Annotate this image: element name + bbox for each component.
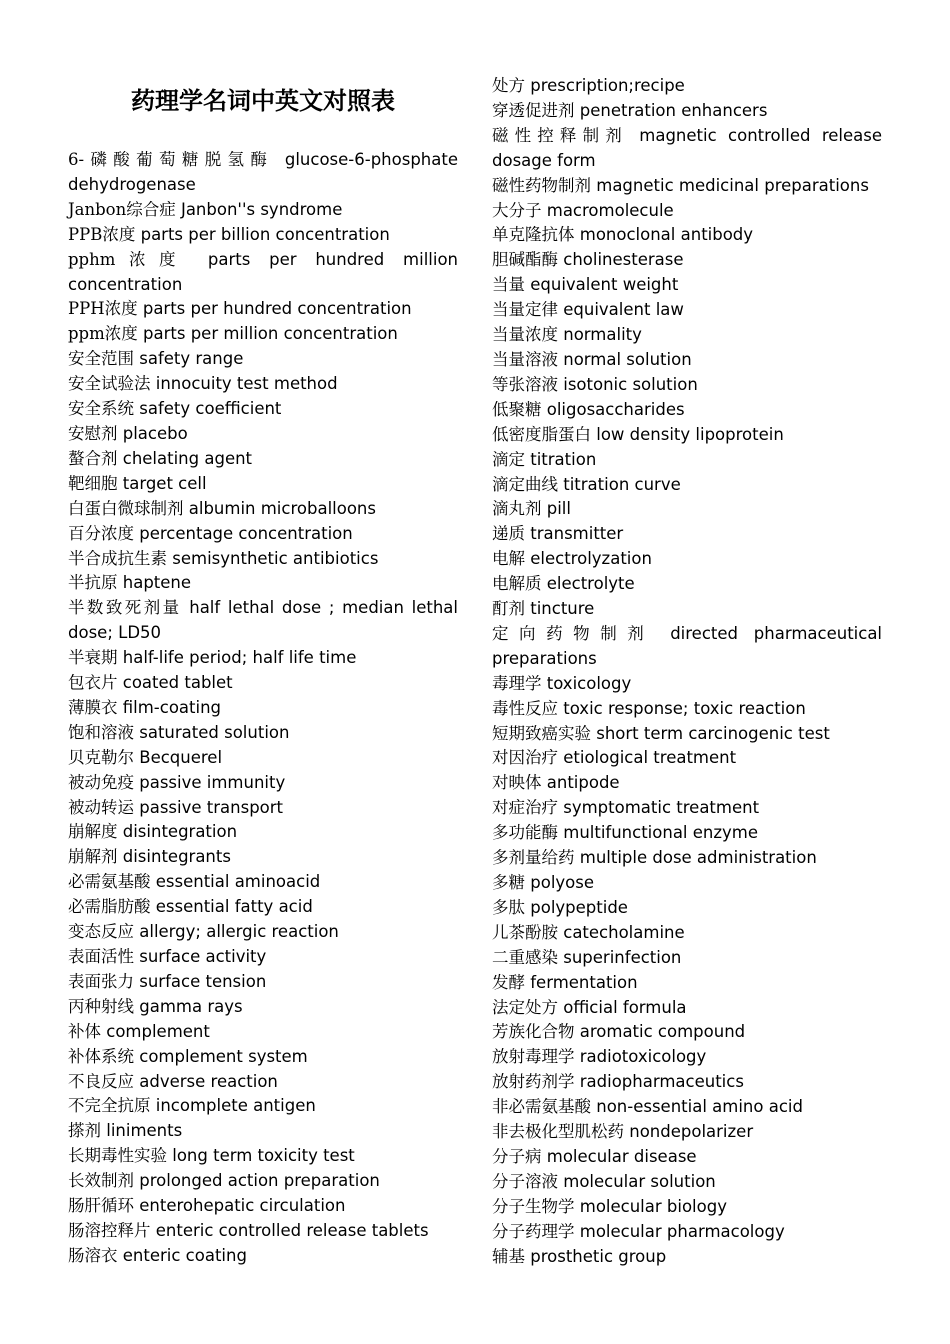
glossary-entry: [68, 1094, 458, 1119]
glossary-entry: [68, 671, 458, 696]
glossary-entry: [492, 398, 882, 423]
glossary-entry: [492, 1045, 882, 1070]
glossary-entry: [492, 273, 882, 298]
chinese-term: 表面张力: [68, 971, 134, 991]
english-term: antipode: [546, 773, 620, 793]
chinese-term: 法定处方: [492, 997, 558, 1017]
english-term: surface tension: [139, 971, 267, 991]
english-term: enterohepatic circulation: [139, 1196, 346, 1216]
glossary-entry: [68, 1194, 458, 1219]
glossary-entry: [492, 1120, 882, 1145]
chinese-term: 长效制剂: [68, 1171, 134, 1191]
english-term: monoclonal antibody: [579, 225, 754, 245]
glossary-entry: [492, 1245, 882, 1270]
english-term: titration: [530, 449, 597, 469]
chinese-term: 定向药物制剂: [492, 623, 655, 643]
glossary-entry: [492, 248, 882, 273]
english-term: nondepolarizer: [629, 1122, 754, 1142]
glossary-entry: [492, 1220, 882, 1245]
glossary-entry: [492, 497, 882, 522]
glossary-entry: [68, 746, 458, 771]
chinese-term: 安全范围: [68, 349, 134, 369]
glossary-entry: [492, 946, 882, 971]
glossary-entry: [492, 423, 882, 448]
chinese-term: 非去极化型肌松药: [492, 1122, 624, 1142]
glossary-entry: [68, 447, 458, 472]
glossary-entry: [492, 1170, 882, 1195]
glossary-entry: [492, 921, 882, 946]
glossary-entry: [492, 1145, 882, 1170]
glossary-entry: [68, 771, 458, 796]
english-term: cholinesterase: [563, 250, 684, 270]
glossary-entry: [492, 547, 882, 572]
chinese-term: 分子溶液: [492, 1171, 558, 1191]
chinese-term: 递质: [492, 524, 525, 544]
english-term: toxicology: [546, 673, 632, 693]
english-term: low density lipoprotein: [596, 424, 784, 444]
english-term: parts per billion concentration: [140, 224, 390, 244]
chinese-term: 崩解剂: [68, 847, 118, 867]
chinese-term: 辅基: [492, 1246, 525, 1266]
glossary-entry: [68, 721, 458, 746]
glossary-entry: [492, 672, 882, 697]
english-term: molecular pharmacology: [579, 1221, 785, 1241]
english-term: official formula: [563, 997, 687, 1017]
chinese-term: 多功能酶: [492, 823, 558, 843]
english-term: placebo: [122, 423, 188, 443]
chinese-term: 等张溶液: [492, 374, 558, 394]
english-term: film-coating: [122, 697, 222, 717]
english-term: aromatic compound: [579, 1022, 746, 1042]
chinese-term: 电解: [492, 549, 525, 569]
chinese-term: 长期毒性实验: [68, 1146, 167, 1166]
english-term: albumin microballoons: [188, 498, 376, 518]
chinese-term: 搽剂: [68, 1121, 101, 1141]
english-term: passive immunity: [139, 772, 286, 792]
chinese-term: 对因治疗: [492, 748, 558, 768]
chinese-term: 当量定律: [492, 300, 558, 320]
glossary-entry: [68, 1144, 458, 1169]
english-term: adverse reaction: [139, 1071, 278, 1091]
chinese-term: 磁性药物制剂: [492, 175, 591, 195]
english-term: molecular solution: [563, 1171, 716, 1191]
glossary-entry: [492, 971, 882, 996]
glossary-entry: [492, 697, 882, 722]
english-term: saturated solution: [139, 722, 290, 742]
english-term: electrolyzation: [530, 549, 652, 569]
chinese-term: 饱和溶液: [68, 722, 134, 742]
glossary-entry: [68, 995, 458, 1020]
glossary-entry: [492, 99, 882, 124]
glossary-entry: [68, 1169, 458, 1194]
english-term: short term carcinogenic test: [596, 723, 830, 743]
chinese-term: 单克隆抗体: [492, 225, 575, 245]
glossary-entry: [492, 871, 882, 896]
english-term: liniments: [106, 1121, 183, 1141]
chinese-term: 滴定曲线: [492, 474, 558, 494]
chinese-term: 大分子: [492, 200, 542, 220]
chinese-term: 分子生物学: [492, 1196, 575, 1216]
glossary-entry: [68, 571, 458, 596]
english-term: molecular biology: [579, 1196, 727, 1216]
english-term: oligosaccharides: [546, 399, 685, 419]
chinese-term: 6-磷酸葡萄糖脱氢酶: [68, 150, 274, 169]
english-term: half lethal dose ; median lethal dose; LD50: [68, 598, 458, 643]
chinese-term: 丙种射线: [68, 996, 134, 1016]
chinese-term: Janbon综合症: [68, 199, 176, 219]
chinese-term: 当量溶液: [492, 349, 558, 369]
glossary-entry: [492, 746, 882, 771]
glossary-entry: [492, 448, 882, 473]
english-term: magnetic controlled release dosage form: [492, 125, 883, 170]
english-term: complement system: [139, 1046, 308, 1066]
chinese-term: 芳族化合物: [492, 1022, 575, 1042]
chinese-term: 滴定: [492, 449, 525, 469]
glossary-entry: [68, 696, 458, 721]
glossary-entry: [68, 1045, 458, 1070]
document-title: 药理学名词中英文对照表: [131, 86, 395, 115]
english-term: parts per hundred million concentration: [68, 249, 458, 294]
glossary-entry: [68, 820, 458, 845]
chinese-term: 半抗原: [68, 573, 118, 593]
english-term: molecular disease: [546, 1146, 697, 1166]
glossary-entry: [492, 1020, 882, 1045]
chinese-term: 分子药理学: [492, 1221, 575, 1241]
glossary-entry: [492, 796, 882, 821]
glossary-entry: [68, 1020, 458, 1045]
left-glossary-column: [68, 148, 458, 1269]
glossary-entry: [492, 323, 882, 348]
glossary-entry: [68, 397, 458, 422]
glossary-entry: [492, 74, 882, 99]
english-term: essential aminoacid: [155, 872, 321, 892]
english-term: semisynthetic antibiotics: [172, 548, 379, 568]
english-term: complement: [106, 1021, 210, 1041]
english-term: enteric controlled release tablets: [155, 1220, 429, 1240]
chinese-term: 多糖: [492, 873, 525, 892]
glossary-entry: [492, 174, 882, 199]
chinese-term: 肠溶衣: [68, 1245, 118, 1265]
english-term: toxic response; toxic reaction: [563, 698, 806, 718]
chinese-term: 肠肝循环: [68, 1196, 134, 1216]
english-term: innocuity test method: [155, 374, 338, 394]
english-term: symptomatic treatment: [563, 798, 760, 818]
glossary-entry: [68, 1119, 458, 1144]
chinese-term: 放射毒理学: [492, 1047, 575, 1067]
english-term: disintegration: [122, 822, 238, 842]
glossary-entry: [68, 845, 458, 870]
chinese-term: 儿茶酚胺: [492, 922, 558, 942]
chinese-term: 处方: [492, 76, 525, 95]
english-term: surface activity: [139, 947, 267, 966]
chinese-term: 半衰期: [68, 648, 118, 668]
chinese-term: PPB浓度: [68, 224, 136, 244]
chinese-term: 多剂量给药: [492, 848, 575, 868]
chinese-term: 二重感染: [492, 947, 558, 967]
english-term: polypeptide: [530, 897, 628, 917]
glossary-entry: [68, 322, 458, 347]
english-term: glucose-6-phosphate dehydrogenase: [68, 150, 458, 194]
chinese-term: 贝克勒尔: [68, 747, 134, 767]
glossary-entry: [68, 422, 458, 447]
english-term: disintegrants: [122, 847, 231, 867]
glossary-entry: [492, 722, 882, 747]
chinese-term: pphm浓度: [68, 249, 190, 269]
chinese-term: 发酵: [492, 972, 525, 992]
chinese-term: 安慰剂: [68, 423, 118, 443]
chinese-term: 安全系统: [68, 399, 134, 419]
glossary-entry: [492, 223, 882, 248]
glossary-entry: [68, 646, 458, 671]
chinese-term: 包衣片: [68, 673, 118, 693]
chinese-term: 螯合剂: [68, 448, 118, 468]
glossary-entry: [492, 473, 882, 498]
english-term: normal solution: [563, 349, 692, 369]
english-term: essential fatty acid: [155, 897, 313, 917]
english-term: allergy; allergic reaction: [139, 922, 339, 942]
chinese-term: 必需脂肪酸: [68, 897, 151, 917]
chinese-term: 毒理学: [492, 673, 542, 693]
chinese-term: 补体: [68, 1021, 101, 1041]
english-term: isotonic solution: [563, 374, 698, 394]
english-term: safety coefficient: [139, 399, 282, 419]
chinese-term: PPH浓度: [68, 299, 138, 319]
english-term: pill: [546, 499, 571, 519]
chinese-term: 当量: [492, 275, 525, 295]
chinese-term: 薄膜衣: [68, 697, 118, 717]
english-term: macromolecule: [546, 200, 674, 220]
chinese-term: 不完全抗原: [68, 1096, 151, 1116]
glossary-entry: [68, 472, 458, 497]
glossary-entry: [492, 522, 882, 547]
glossary-entry: [68, 347, 458, 372]
chinese-term: 多肽: [492, 897, 525, 917]
english-term: polyose: [530, 873, 595, 892]
chinese-term: 白蛋白微球制剂: [68, 498, 184, 518]
english-term: magnetic medicinal preparations: [596, 175, 869, 195]
english-term: radiotoxicology: [579, 1047, 707, 1067]
english-term: target cell: [122, 473, 207, 493]
glossary-entry: [492, 846, 882, 871]
chinese-term: 半合成抗生素: [68, 548, 167, 568]
chinese-term: 必需氨基酸: [68, 872, 151, 892]
glossary-entry: [492, 298, 882, 323]
glossary-entry: [68, 223, 458, 248]
glossary-entry: [492, 1195, 882, 1220]
glossary-entry: [492, 996, 882, 1021]
english-term: transmitter: [530, 524, 624, 544]
chinese-term: 非必需氨基酸: [492, 1097, 591, 1117]
english-term: chelating agent: [122, 448, 253, 468]
chinese-term: 电解质: [492, 574, 542, 594]
glossary-entry: [68, 895, 458, 920]
english-term: multifunctional enzyme: [563, 823, 759, 843]
chinese-term: 当量浓度: [492, 325, 558, 345]
chinese-term: 安全试验法: [68, 374, 151, 394]
english-term: haptene: [122, 573, 192, 593]
glossary-entry: [68, 198, 458, 223]
chinese-term: 短期致癌实验: [492, 723, 591, 743]
english-term: equivalent weight: [530, 275, 679, 295]
chinese-term: 滴丸剂: [492, 499, 542, 519]
glossary-entry: [492, 373, 882, 398]
glossary-entry: [492, 821, 882, 846]
english-term: parts per million concentration: [143, 324, 398, 344]
glossary-entry: [68, 248, 458, 298]
english-term: parts per hundred concentration: [142, 299, 412, 319]
right-glossary-column: [492, 74, 882, 1270]
english-term: normality: [563, 325, 642, 345]
english-term: superinfection: [563, 947, 682, 967]
glossary-entry: [68, 372, 458, 397]
chinese-term: 酊剂: [492, 599, 525, 619]
glossary-entry: [68, 945, 458, 970]
glossary-entry: [492, 572, 882, 597]
english-term: Janbon''s syndrome: [180, 199, 343, 219]
chinese-term: 表面活性: [68, 947, 134, 966]
chinese-term: 半数致死剂量: [68, 598, 182, 618]
glossary-entry: [68, 547, 458, 572]
english-term: tincture: [530, 599, 595, 619]
glossary-entry: [68, 1070, 458, 1095]
glossary-entry: [68, 1244, 458, 1269]
english-term: multiple dose administration: [579, 848, 817, 868]
chinese-term: ppm浓度: [68, 324, 138, 344]
english-term: gamma rays: [139, 996, 243, 1016]
chinese-term: 毒性反应: [492, 698, 558, 718]
chinese-term: 磁性控释制剂: [492, 125, 628, 145]
english-term: radiopharmaceutics: [579, 1072, 744, 1092]
english-term: prosthetic group: [530, 1246, 667, 1266]
chinese-term: 被动转运: [68, 797, 134, 817]
glossary-entry: [68, 870, 458, 895]
glossary-entry: [68, 796, 458, 821]
english-term: safety range: [139, 349, 244, 369]
glossary-entry: [492, 199, 882, 224]
chinese-term: 分子病: [492, 1146, 542, 1166]
glossary-entry: [492, 771, 882, 796]
chinese-term: 对映体: [492, 773, 542, 793]
chinese-term: 低聚糖: [492, 399, 542, 419]
english-term: long term toxicity test: [172, 1146, 355, 1166]
glossary-entry: [68, 148, 458, 198]
english-term: equivalent law: [563, 300, 684, 320]
english-term: catecholamine: [563, 922, 685, 942]
english-term: fermentation: [530, 972, 638, 992]
glossary-entry: [492, 622, 882, 672]
chinese-term: 变态反应: [68, 922, 134, 942]
english-term: prolonged action preparation: [139, 1171, 380, 1191]
english-term: titration curve: [563, 474, 681, 494]
chinese-term: 肠溶控释片: [68, 1220, 151, 1240]
chinese-term: 放射药剂学: [492, 1072, 575, 1092]
glossary-entry: [492, 896, 882, 921]
english-term: non-essential amino acid: [596, 1097, 803, 1117]
english-term: percentage concentration: [139, 523, 353, 543]
chinese-term: 穿透促进剂: [492, 100, 575, 120]
glossary-entry: [68, 522, 458, 547]
chinese-term: 胆碱酯酶: [492, 250, 558, 270]
glossary-entry: [68, 297, 458, 322]
chinese-term: 百分浓度: [68, 523, 134, 543]
glossary-entry: [68, 596, 458, 646]
english-term: electrolyte: [546, 574, 635, 594]
chinese-term: 不良反应: [68, 1071, 134, 1091]
english-term: half-life period; half life time: [122, 648, 357, 668]
english-term: penetration enhancers: [579, 100, 768, 120]
chinese-term: 补体系统: [68, 1046, 134, 1066]
glossary-entry: [492, 1070, 882, 1095]
glossary-entry: [68, 497, 458, 522]
glossary-entry: [68, 920, 458, 945]
chinese-term: 崩解度: [68, 822, 118, 842]
glossary-entry: [492, 348, 882, 373]
glossary-entry: [68, 970, 458, 995]
glossary-entry: [68, 1219, 458, 1244]
english-term: incomplete antigen: [155, 1096, 316, 1116]
glossary-entry: [492, 597, 882, 622]
chinese-term: 对症治疗: [492, 798, 558, 818]
english-term: Becquerel: [139, 747, 223, 767]
glossary-entry: [492, 1095, 882, 1120]
english-term: enteric coating: [122, 1245, 247, 1265]
english-term: coated tablet: [122, 673, 233, 693]
glossary-entry: [492, 124, 882, 174]
chinese-term: 靶细胞: [68, 473, 118, 493]
chinese-term: 被动免疫: [68, 772, 134, 792]
english-term: directed pharmaceutical preparations: [492, 623, 883, 668]
english-term: prescription;recipe: [530, 76, 685, 95]
english-term: etiological treatment: [563, 748, 737, 768]
chinese-term: 低密度脂蛋白: [492, 424, 591, 444]
english-term: passive transport: [139, 797, 284, 817]
